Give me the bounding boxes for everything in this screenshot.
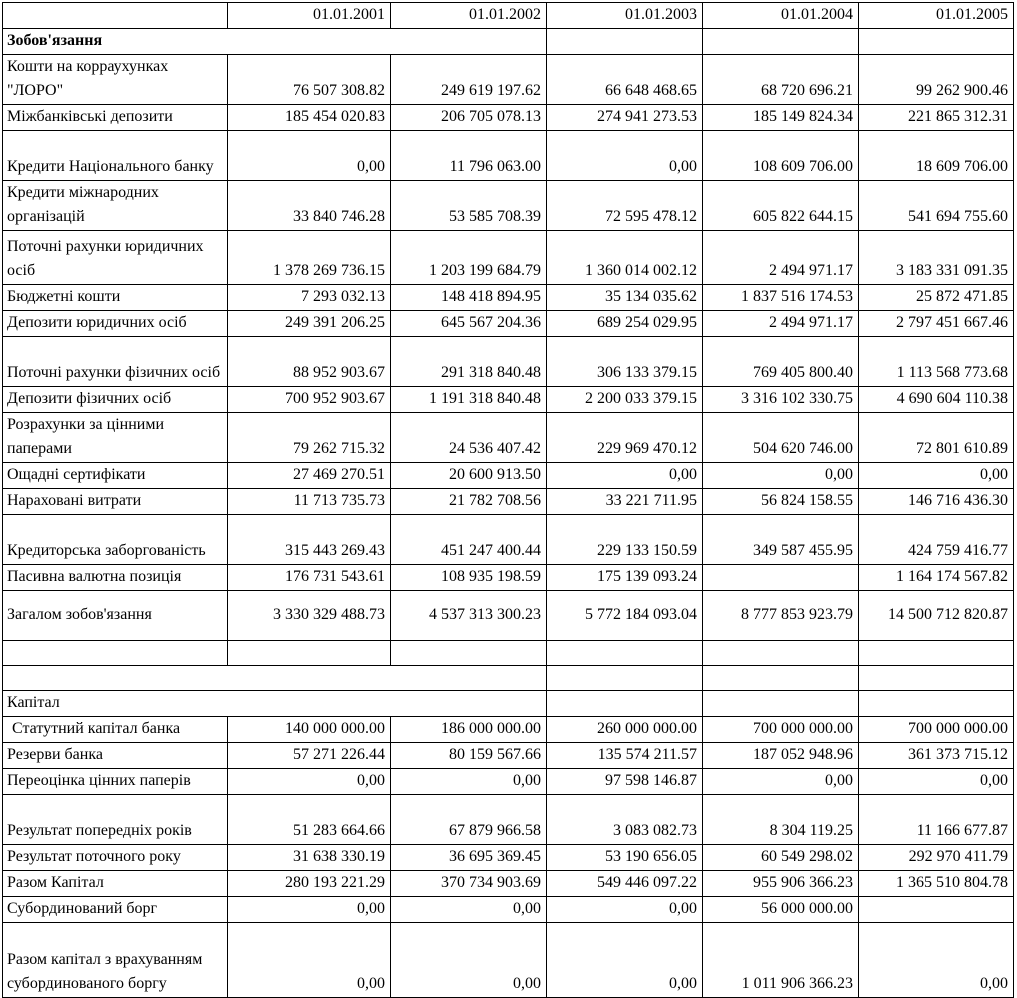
row-label[interactable]: Нараховані витрати: [3, 489, 228, 515]
value-cell[interactable]: 31 638 330.19: [228, 845, 391, 871]
row-label[interactable]: Міжбанківські депозити: [3, 105, 228, 131]
row-label[interactable]: Бюджетні кошти: [3, 285, 228, 311]
value-cell[interactable]: 33 840 746.28: [228, 181, 391, 231]
value-cell[interactable]: 67 879 966.58: [391, 795, 547, 845]
value-cell[interactable]: 11 713 735.73: [228, 489, 391, 515]
value-cell[interactable]: 76 507 308.82: [228, 55, 391, 105]
row-label[interactable]: Резерви банка: [3, 743, 228, 769]
empty-cell[interactable]: [703, 29, 859, 55]
row-label[interactable]: Статутний капітал банка: [3, 717, 228, 743]
row-label[interactable]: Разом Капітал: [3, 871, 228, 897]
value-cell[interactable]: 11 796 063.00: [391, 131, 547, 181]
empty-cell[interactable]: [859, 691, 1014, 717]
date-header[interactable]: 01.01.2002: [391, 3, 547, 29]
value-cell[interactable]: 56 000 000.00: [703, 897, 859, 923]
value-cell[interactable]: 1 113 568 773.68: [859, 337, 1014, 387]
total-label[interactable]: Загалом зобов'язання: [3, 591, 228, 641]
value-cell[interactable]: 306 133 379.15: [547, 337, 703, 387]
total-value-cell[interactable]: 14 500 712 820.87: [859, 591, 1014, 641]
value-cell[interactable]: 66 648 468.65: [547, 55, 703, 105]
total-value-cell[interactable]: 4 537 313 300.23: [391, 591, 547, 641]
empty-cell[interactable]: [703, 641, 859, 666]
value-cell[interactable]: 1 203 199 684.79: [391, 231, 547, 285]
value-cell[interactable]: 21 782 708.56: [391, 489, 547, 515]
table-row: [3, 131, 1014, 181]
value-cell[interactable]: 0,00: [547, 463, 703, 489]
row-label[interactable]: Кредиторська заборгованість: [3, 515, 228, 565]
value-cell[interactable]: 2 797 451 667.46: [859, 311, 1014, 337]
value-cell[interactable]: 7 293 032.13: [228, 285, 391, 311]
value-cell[interactable]: 0,00: [228, 923, 391, 998]
date-header[interactable]: 01.01.2003: [547, 3, 703, 29]
value-cell[interactable]: 11 166 677.87: [859, 795, 1014, 845]
value-cell[interactable]: 148 418 894.95: [391, 285, 547, 311]
value-cell[interactable]: 187 052 948.96: [703, 743, 859, 769]
value-cell[interactable]: 361 373 715.12: [859, 743, 1014, 769]
value-cell[interactable]: 249 619 197.62: [391, 55, 547, 105]
value-cell[interactable]: 549 446 097.22: [547, 871, 703, 897]
table-row: [3, 463, 1014, 489]
value-cell[interactable]: 955 906 366.23: [703, 871, 859, 897]
date-header[interactable]: 01.01.2005: [859, 3, 1014, 29]
value-cell[interactable]: 0,00: [703, 769, 859, 795]
blank-row: [3, 666, 1014, 691]
value-cell[interactable]: 2 200 033 379.15: [547, 387, 703, 413]
table-row: [3, 413, 1014, 463]
value-cell[interactable]: 108 935 198.59: [391, 565, 547, 591]
empty-cell[interactable]: [3, 641, 228, 666]
section-title-capital[interactable]: Капітал: [3, 691, 547, 717]
value-cell[interactable]: 451 247 400.44: [391, 515, 547, 565]
value-cell[interactable]: 229 133 150.59: [547, 515, 703, 565]
table-row: [3, 897, 1014, 923]
row-label[interactable]: Результат попередніх років: [3, 795, 228, 845]
table-row: [3, 565, 1014, 591]
row-label[interactable]: Кредити міжнародних організацій: [3, 181, 228, 231]
value-cell[interactable]: 0,00: [228, 131, 391, 181]
value-cell[interactable]: 146 716 436.30: [859, 489, 1014, 515]
value-cell[interactable]: 51 283 664.66: [228, 795, 391, 845]
spacer-body: [3, 641, 1014, 717]
value-cell[interactable]: 689 254 029.95: [547, 311, 703, 337]
value-cell[interactable]: 541 694 755.60: [859, 181, 1014, 231]
value-cell[interactable]: 0,00: [228, 897, 391, 923]
value-cell[interactable]: 0,00: [547, 923, 703, 998]
value-cell[interactable]: 292 970 411.79: [859, 845, 1014, 871]
value-cell[interactable]: 1 378 269 736.15: [228, 231, 391, 285]
table-row: [3, 387, 1014, 413]
table-row: [3, 55, 1014, 105]
value-cell[interactable]: 504 620 746.00: [703, 413, 859, 463]
table-row: [3, 311, 1014, 337]
value-cell[interactable]: 0,00: [547, 131, 703, 181]
value-cell[interactable]: 280 193 221.29: [228, 871, 391, 897]
table-row: [3, 181, 1014, 231]
value-cell[interactable]: 0,00: [859, 463, 1014, 489]
value-cell[interactable]: 3 316 102 330.75: [703, 387, 859, 413]
value-cell[interactable]: 700 000 000.00: [859, 717, 1014, 743]
table-row: [3, 231, 1014, 285]
value-cell[interactable]: 53 190 656.05: [547, 845, 703, 871]
empty-cell[interactable]: [859, 666, 1014, 691]
value-cell[interactable]: 221 865 312.31: [859, 105, 1014, 131]
table-row: [3, 337, 1014, 387]
empty-cell[interactable]: [547, 29, 703, 55]
value-cell[interactable]: 0,00: [391, 769, 547, 795]
corner-cell[interactable]: [3, 3, 228, 29]
value-cell[interactable]: 1 011 906 366.23: [703, 923, 859, 998]
value-cell[interactable]: 57 271 226.44: [228, 743, 391, 769]
value-cell[interactable]: 68 720 696.21: [703, 55, 859, 105]
value-cell[interactable]: 27 469 270.51: [228, 463, 391, 489]
section-row-capital: [3, 691, 1014, 717]
total-row-liabilities: [3, 591, 1014, 641]
table-row: [3, 871, 1014, 897]
empty-cell[interactable]: [3, 666, 547, 691]
value-cell[interactable]: 20 600 913.50: [391, 463, 547, 489]
total-value-cell[interactable]: 5 772 184 093.04: [547, 591, 703, 641]
row-label[interactable]: Розрахунки за цінними паперами: [3, 413, 228, 463]
value-cell[interactable]: 2 494 971.17: [703, 231, 859, 285]
value-cell[interactable]: 0,00: [547, 897, 703, 923]
row-label[interactable]: Поточні рахунки фізичних осіб: [3, 337, 228, 387]
capital-body: [3, 717, 1014, 998]
table-row: [3, 845, 1014, 871]
value-cell[interactable]: 349 587 455.95: [703, 515, 859, 565]
value-cell[interactable]: 424 759 416.77: [859, 515, 1014, 565]
value-cell[interactable]: 108 609 706.00: [703, 131, 859, 181]
value-cell[interactable]: 60 549 298.02: [703, 845, 859, 871]
value-cell[interactable]: 229 969 470.12: [547, 413, 703, 463]
row-label[interactable]: Кошти на корраухунках "ЛОРО": [3, 55, 228, 105]
value-cell[interactable]: 1 191 318 840.48: [391, 387, 547, 413]
table-row: [3, 105, 1014, 131]
date-header[interactable]: 01.01.2001: [228, 3, 391, 29]
value-cell[interactable]: 0,00: [703, 463, 859, 489]
empty-cell[interactable]: [859, 641, 1014, 666]
value-cell[interactable]: 605 822 644.15: [703, 181, 859, 231]
value-cell[interactable]: 53 585 708.39: [391, 181, 547, 231]
value-cell[interactable]: 3 183 331 091.35: [859, 231, 1014, 285]
value-cell[interactable]: 25 872 471.85: [859, 285, 1014, 311]
value-cell[interactable]: 1 837 516 174.53: [703, 285, 859, 311]
value-cell[interactable]: 36 695 369.45: [391, 845, 547, 871]
row-label[interactable]: Пасивна валютна позиція: [3, 565, 228, 591]
value-cell[interactable]: 79 262 715.32: [228, 413, 391, 463]
value-cell[interactable]: 2 494 971.17: [703, 311, 859, 337]
value-cell[interactable]: 35 134 035.62: [547, 285, 703, 311]
value-cell[interactable]: 370 734 903.69: [391, 871, 547, 897]
empty-cell[interactable]: [703, 666, 859, 691]
balance-sheet-table: [2, 2, 1014, 998]
value-cell[interactable]: 72 801 610.89: [859, 413, 1014, 463]
value-cell[interactable]: 99 262 900.46: [859, 55, 1014, 105]
value-cell[interactable]: 175 139 093.24: [547, 565, 703, 591]
row-label[interactable]: Переоцінка цінних паперів: [3, 769, 228, 795]
table-row: [3, 489, 1014, 515]
table-row: [3, 795, 1014, 845]
row-label[interactable]: Разом капітал з врахуванням субординованого боргу: [3, 923, 228, 998]
value-cell[interactable]: 56 824 158.55: [703, 489, 859, 515]
empty-cell[interactable]: [547, 666, 703, 691]
value-cell[interactable]: [859, 897, 1014, 923]
section-row-liabilities: [3, 29, 1014, 55]
value-cell[interactable]: 186 000 000.00: [391, 717, 547, 743]
value-cell[interactable]: 0,00: [859, 769, 1014, 795]
table-row: [3, 769, 1014, 795]
total-value-cell[interactable]: 3 330 329 488.73: [228, 591, 391, 641]
empty-cell[interactable]: [228, 641, 391, 666]
row-label[interactable]: Кредити Національного банку: [3, 131, 228, 181]
empty-cell[interactable]: [703, 691, 859, 717]
value-cell[interactable]: 291 318 840.48: [391, 337, 547, 387]
row-label[interactable]: Ощадні сертифікати: [3, 463, 228, 489]
value-cell[interactable]: 700 952 903.67: [228, 387, 391, 413]
value-cell[interactable]: 769 405 800.40: [703, 337, 859, 387]
row-label[interactable]: Депозити фізичних осіб: [3, 387, 228, 413]
value-cell[interactable]: 88 952 903.67: [228, 337, 391, 387]
header-row: [3, 3, 1014, 29]
value-cell[interactable]: 1 164 174 567.82: [859, 565, 1014, 591]
value-cell[interactable]: 0,00: [391, 923, 547, 998]
row-label[interactable]: Субординований борг: [3, 897, 228, 923]
table-body: [3, 3, 1014, 55]
value-cell[interactable]: 185 454 020.83: [228, 105, 391, 131]
row-label[interactable]: Результат поточного року: [3, 845, 228, 871]
value-cell[interactable]: 0,00: [859, 923, 1014, 998]
empty-cell[interactable]: [547, 641, 703, 666]
liabilities-body: [3, 55, 1014, 641]
value-cell[interactable]: 260 000 000.00: [547, 717, 703, 743]
date-header[interactable]: 01.01.2004: [703, 3, 859, 29]
value-cell[interactable]: 249 391 206.25: [228, 311, 391, 337]
value-cell[interactable]: 645 567 204.36: [391, 311, 547, 337]
empty-cell[interactable]: [547, 691, 703, 717]
value-cell[interactable]: 72 595 478.12: [547, 181, 703, 231]
value-cell[interactable]: 97 598 146.87: [547, 769, 703, 795]
value-cell[interactable]: 274 941 273.53: [547, 105, 703, 131]
value-cell[interactable]: 700 000 000.00: [703, 717, 859, 743]
value-cell[interactable]: 80 159 567.66: [391, 743, 547, 769]
value-cell[interactable]: 140 000 000.00: [228, 717, 391, 743]
empty-cell[interactable]: [859, 29, 1014, 55]
row-label[interactable]: Депозити юридичних осіб: [3, 311, 228, 337]
table-row: [3, 743, 1014, 769]
section-title-liabilities[interactable]: Зобов'язання: [3, 29, 547, 55]
table-row: [3, 717, 1014, 743]
blank-row: [3, 641, 1014, 666]
value-cell[interactable]: 135 574 211.57: [547, 743, 703, 769]
value-cell[interactable]: 315 443 269.43: [228, 515, 391, 565]
value-cell[interactable]: 1 365 510 804.78: [859, 871, 1014, 897]
value-cell[interactable]: 24 536 407.42: [391, 413, 547, 463]
value-cell[interactable]: 176 731 543.61: [228, 565, 391, 591]
value-cell[interactable]: 185 149 824.34: [703, 105, 859, 131]
value-cell[interactable]: 0,00: [228, 769, 391, 795]
value-cell[interactable]: 3 083 082.73: [547, 795, 703, 845]
value-cell[interactable]: 206 705 078.13: [391, 105, 547, 131]
value-cell[interactable]: [703, 565, 859, 591]
value-cell[interactable]: 8 304 119.25: [703, 795, 859, 845]
table-row: [3, 515, 1014, 565]
total-value-cell[interactable]: 8 777 853 923.79: [703, 591, 859, 641]
value-cell[interactable]: 18 609 706.00: [859, 131, 1014, 181]
row-label[interactable]: Поточні рахунки юридичних осіб: [3, 231, 228, 285]
table-row: [3, 285, 1014, 311]
value-cell[interactable]: 1 360 014 002.12: [547, 231, 703, 285]
table-row: [3, 923, 1014, 998]
value-cell[interactable]: 0,00: [391, 897, 547, 923]
value-cell[interactable]: 4 690 604 110.38: [859, 387, 1014, 413]
value-cell[interactable]: 33 221 711.95: [547, 489, 703, 515]
empty-cell[interactable]: [391, 641, 547, 666]
